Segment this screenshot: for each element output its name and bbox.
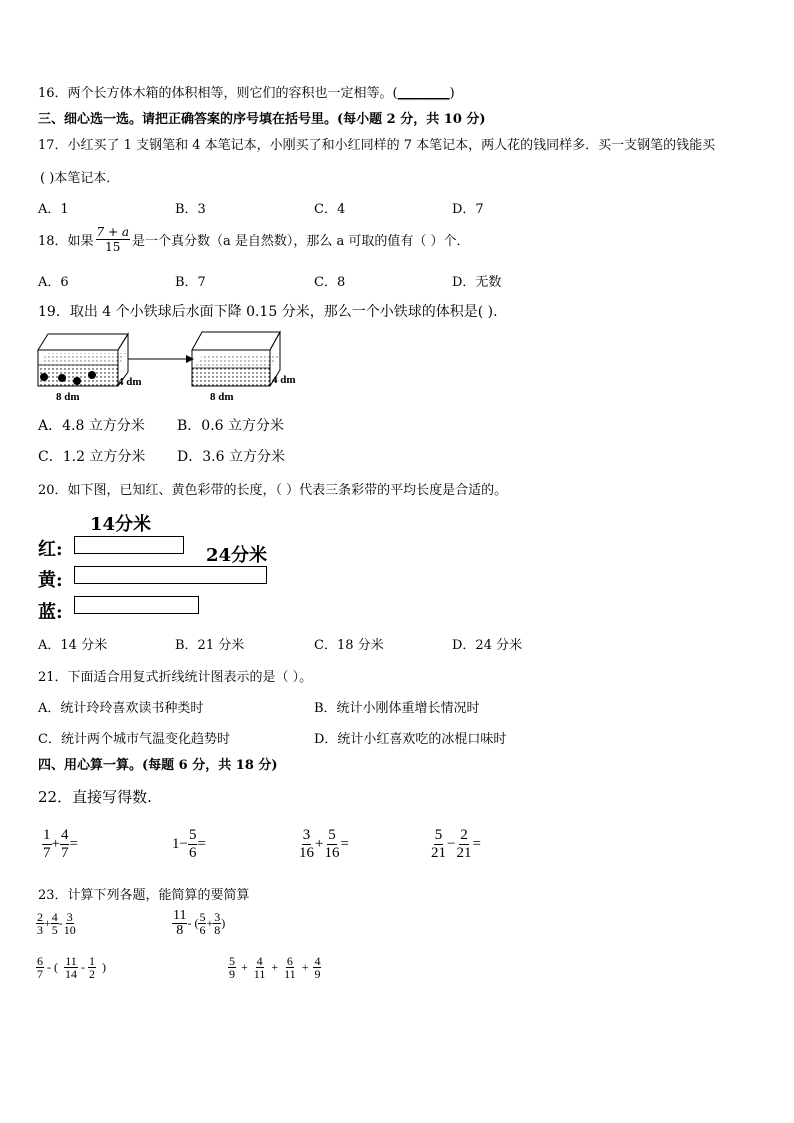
section-3-heading: 三、细心选一选。请把正确答案的序号填在括号里。(每小题 2 分，共 10 分): [38, 112, 486, 127]
frac-num: 6: [37, 954, 43, 968]
q17-option-c[interactable]: C．4: [314, 202, 346, 217]
equals: =: [197, 836, 206, 852]
close-paren: ): [221, 916, 226, 930]
q22-expr-1: [42, 828, 78, 861]
frac-num: 3: [66, 910, 73, 924]
frac-num: 1: [89, 954, 95, 968]
frac-num: 5: [188, 827, 197, 843]
frac-den: 21: [456, 845, 472, 861]
tank2-height-label: 4 dm: [272, 374, 296, 386]
q23-expr-1: [36, 911, 77, 936]
q18-suffix: 是一个真分数（a 是自然数），那么 a 可取的值有（ ）个．: [132, 234, 470, 249]
frac-den: 2: [89, 967, 95, 981]
operator: +: [206, 916, 214, 930]
frac-den: 5: [51, 923, 58, 937]
q22-expr-3: [298, 828, 349, 861]
q16-text: 16．两个长方体木箱的体积相等，则它们的容积也一定相等。(: [38, 86, 398, 101]
red-ribbon: [74, 536, 184, 554]
operator: +: [44, 916, 51, 930]
yellow-length-label: 24分米: [206, 545, 268, 566]
frac-den: 8: [176, 923, 184, 938]
q20-option-a[interactable]: A．14 分米: [38, 638, 108, 653]
q18-option-a[interactable]: A．6: [38, 275, 69, 290]
q19-option-c[interactable]: C．1.2 立方分米: [38, 449, 146, 465]
frac-num: 3: [302, 827, 311, 843]
q19-option-d[interactable]: D．3.6 立方分米: [177, 449, 285, 465]
q18-frac-num: 7 + a: [96, 225, 130, 239]
equals: =: [472, 836, 481, 852]
q18-option-b[interactable]: B．7: [175, 275, 206, 290]
frac-num: 2: [460, 827, 468, 843]
blue-label: 蓝:: [38, 602, 63, 623]
frac-den: 16: [324, 845, 340, 861]
operator: -: [58, 916, 63, 930]
frac-den: 7: [60, 845, 69, 861]
question-18: [38, 226, 470, 253]
iron-ball-3: [73, 377, 81, 385]
red-length-label: 14分米: [90, 514, 152, 535]
q20-option-d[interactable]: D．24 分米: [452, 638, 523, 653]
frac-num: 1: [43, 827, 51, 843]
q21-text: 21．下面适合用复式折线统计图表示的是（ ）。: [38, 670, 313, 685]
operator: - (: [47, 960, 58, 974]
iron-ball-4: [88, 371, 96, 379]
tank1-width-label: 8 dm: [56, 391, 80, 403]
frac-num: 5: [229, 954, 235, 968]
frac-den: 11: [284, 967, 296, 981]
frac-den: 7: [43, 845, 51, 861]
frac-den: 7: [37, 967, 43, 981]
yellow-ribbon: [74, 566, 267, 584]
operator: −: [447, 836, 456, 852]
operator: +: [271, 960, 279, 974]
q18-frac-den: 15: [105, 240, 121, 254]
operator: - (: [187, 916, 199, 930]
q21-option-b[interactable]: B．统计小刚体重增长情况时: [314, 701, 480, 716]
q20-option-c[interactable]: C．18 分米: [314, 638, 384, 653]
q18-fraction: [96, 226, 130, 253]
question-16: [38, 82, 455, 101]
frac-den: 8: [214, 923, 221, 937]
red-label: 红:: [38, 539, 63, 560]
q17-line2: ( )本笔记本．: [40, 171, 120, 186]
q19-option-a[interactable]: A．4.8 立方分米: [38, 418, 145, 434]
blue-ribbon: [74, 596, 199, 614]
yellow-label: 黄:: [38, 570, 63, 591]
q17-option-d[interactable]: D．7: [452, 202, 484, 217]
operator: +: [315, 836, 324, 852]
tank2-width-label: 8 dm: [210, 391, 234, 403]
q23-expr-4: [228, 955, 321, 980]
operator: +: [301, 960, 309, 974]
operand: 1−: [172, 836, 188, 852]
q21-option-d[interactable]: D．统计小红喜欢吃的冰棍口味时: [314, 732, 507, 747]
tank-before: [38, 334, 128, 386]
tank-after: [192, 332, 280, 386]
frac-num: 4: [256, 954, 263, 968]
q16-blank[interactable]: ________: [397, 86, 450, 101]
q18-prefix: 18．如果: [38, 234, 94, 249]
frac-num: 6: [286, 954, 293, 968]
frac-num: 4: [60, 827, 69, 843]
section-4-heading: 四、用心算一算。(每题 6 分，共 18 分): [38, 758, 278, 773]
q21-option-a[interactable]: A．统计玲玲喜欢读书种类时: [38, 701, 204, 716]
tank1-height-label: 4 dm: [118, 376, 142, 388]
frac-num: 4: [51, 910, 58, 924]
close-paren: ): [102, 960, 106, 974]
frac-den: 6: [199, 923, 206, 937]
iron-ball-1: [40, 373, 48, 381]
frac-num: 3: [214, 910, 221, 924]
q18-option-c[interactable]: C．8: [314, 275, 346, 290]
q17-line1: 17．小红买了 1 支钢笔和 4 本笔记本，小刚买了和小红同样的 7 本笔记本，两人花的钱同样多．买一支钢笔的钱能买: [38, 138, 716, 153]
frac-num: 11: [65, 954, 77, 968]
frac-num: 11: [173, 908, 187, 923]
q23-text: 23．计算下列各题，能简算的要简算: [38, 888, 250, 903]
q17-option-a[interactable]: A．1: [38, 202, 69, 217]
q22-expr-2: [172, 828, 206, 861]
q20-text: 20．如下图，已知红、黄色彩带的长度，（ ）代表三条彩带的平均长度是合适的。: [38, 483, 508, 498]
frac-num: 5: [434, 827, 443, 843]
frac-num: 4: [314, 954, 321, 968]
frac-num: 5: [199, 910, 206, 924]
q22-text: 22．直接写得数.: [38, 788, 152, 806]
equals: =: [69, 836, 78, 852]
operator: +: [51, 836, 60, 852]
operator: -: [81, 960, 85, 974]
q20-option-b[interactable]: B．21 分米: [175, 638, 245, 653]
frac-den: 6: [188, 845, 197, 861]
frac-den: 14: [65, 967, 77, 981]
frac-den: 16: [299, 845, 314, 861]
q19-text: 19．取出 4 个小铁球后水面下降 0.15 分米，那么一个小铁球的体积是( ).: [38, 304, 498, 320]
frac-den: 9: [229, 967, 235, 981]
q18-option-d[interactable]: D．无数: [452, 275, 502, 290]
frac-den: 3: [37, 923, 43, 937]
frac-den: 10: [63, 923, 76, 937]
frac-den: 11: [253, 967, 266, 981]
q23-expr-2: [172, 909, 225, 938]
frac-den: 9: [314, 967, 321, 981]
q23-expr-3: [36, 955, 106, 980]
operator: +: [241, 960, 248, 974]
q16-close: ): [449, 86, 455, 101]
q19-tank-figure: [36, 328, 316, 404]
q19-option-b[interactable]: B．0.6 立方分米: [177, 418, 285, 434]
q22-expr-4: [430, 828, 481, 861]
frac-num: 2: [37, 910, 43, 924]
equals: =: [340, 836, 349, 852]
frac-num: 5: [328, 827, 336, 843]
q21-option-c[interactable]: C．统计两个城市气温变化趋势时: [38, 732, 230, 747]
frac-den: 21: [431, 845, 446, 861]
q17-option-b[interactable]: B．3: [175, 202, 206, 217]
iron-ball-2: [58, 374, 66, 382]
